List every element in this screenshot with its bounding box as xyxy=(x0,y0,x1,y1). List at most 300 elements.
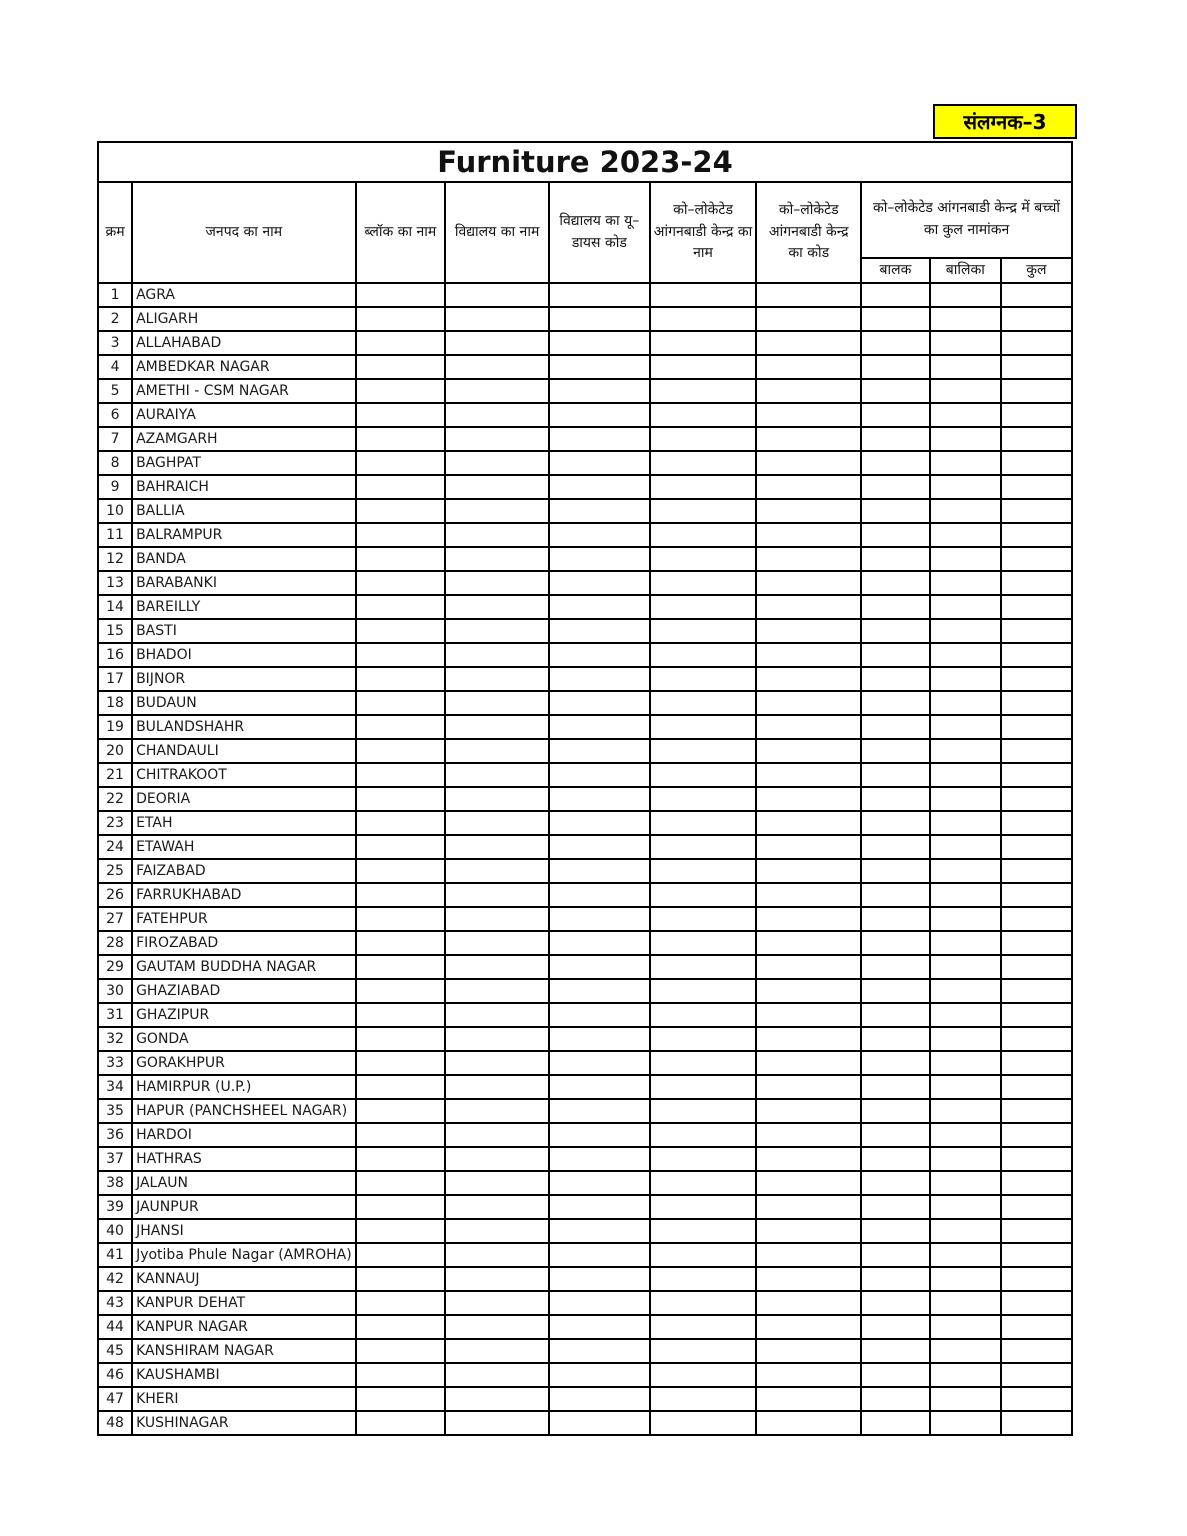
cell-serial: 20 xyxy=(98,739,132,763)
cell-serial: 26 xyxy=(98,883,132,907)
cell-anganwadi-name xyxy=(650,427,757,451)
cell-serial: 45 xyxy=(98,1339,132,1363)
cell-girls xyxy=(930,1243,1001,1267)
cell-block xyxy=(356,595,446,619)
cell-district-name: KAUSHAMBI xyxy=(132,1363,356,1387)
cell-school-name xyxy=(445,1195,549,1219)
cell-block xyxy=(356,523,446,547)
cell-girls xyxy=(930,643,1001,667)
cell-block xyxy=(356,547,446,571)
cell-total xyxy=(1001,571,1072,595)
cell-boys xyxy=(861,451,930,475)
cell-total xyxy=(1001,1219,1072,1243)
cell-girls xyxy=(930,763,1001,787)
cell-anganwadi-code xyxy=(756,499,861,523)
cell-anganwadi-name xyxy=(650,403,757,427)
cell-block xyxy=(356,355,446,379)
cell-serial: 1 xyxy=(98,283,132,307)
cell-district-name: AZAMGARH xyxy=(132,427,356,451)
cell-block xyxy=(356,1387,446,1411)
col-header-enrollment-group: को–लोकेटेड आंगनबाडी केन्द्र में बच्चों का कुल नामांकन xyxy=(861,182,1072,258)
cell-anganwadi-name xyxy=(650,283,757,307)
cell-block xyxy=(356,883,446,907)
cell-serial: 2 xyxy=(98,307,132,331)
cell-district-name: GHAZIPUR xyxy=(132,1003,356,1027)
cell-total xyxy=(1001,451,1072,475)
cell-boys xyxy=(861,595,930,619)
cell-girls xyxy=(930,595,1001,619)
cell-udise xyxy=(549,547,650,571)
cell-serial: 6 xyxy=(98,403,132,427)
cell-block xyxy=(356,1099,446,1123)
cell-district-name: KANPUR DEHAT xyxy=(132,1291,356,1315)
cell-anganwadi-code xyxy=(756,427,861,451)
cell-total xyxy=(1001,1195,1072,1219)
cell-girls xyxy=(930,1267,1001,1291)
cell-anganwadi-name xyxy=(650,1123,757,1147)
cell-total xyxy=(1001,1315,1072,1339)
cell-block xyxy=(356,811,446,835)
cell-serial: 8 xyxy=(98,451,132,475)
cell-anganwadi-code xyxy=(756,787,861,811)
cell-district-name: ALLAHABAD xyxy=(132,331,356,355)
cell-block xyxy=(356,667,446,691)
cell-total xyxy=(1001,1027,1072,1051)
table-row xyxy=(98,1171,1072,1195)
cell-block xyxy=(356,739,446,763)
table-row xyxy=(98,1387,1072,1411)
cell-anganwadi-name xyxy=(650,571,757,595)
table-row xyxy=(98,403,1072,427)
cell-school-name xyxy=(445,547,549,571)
cell-anganwadi-name xyxy=(650,451,757,475)
cell-school-name xyxy=(445,667,549,691)
cell-boys xyxy=(861,1171,930,1195)
cell-udise xyxy=(549,1387,650,1411)
table-row xyxy=(98,1195,1072,1219)
cell-udise xyxy=(549,787,650,811)
cell-district-name: HATHRAS xyxy=(132,1147,356,1171)
cell-girls xyxy=(930,739,1001,763)
cell-boys xyxy=(861,1075,930,1099)
cell-block xyxy=(356,331,446,355)
cell-total xyxy=(1001,691,1072,715)
cell-block xyxy=(356,1315,446,1339)
col-header-boys: बालक xyxy=(861,258,930,283)
cell-serial: 22 xyxy=(98,787,132,811)
cell-udise xyxy=(549,1147,650,1171)
cell-anganwadi-name xyxy=(650,1171,757,1195)
col-header-girls: बालिका xyxy=(930,258,1001,283)
cell-boys xyxy=(861,715,930,739)
cell-serial: 4 xyxy=(98,355,132,379)
cell-anganwadi-code xyxy=(756,715,861,739)
cell-block xyxy=(356,403,446,427)
table-row xyxy=(98,763,1072,787)
cell-anganwadi-code xyxy=(756,1219,861,1243)
cell-boys xyxy=(861,283,930,307)
cell-total xyxy=(1001,379,1072,403)
cell-total xyxy=(1001,1171,1072,1195)
cell-anganwadi-code xyxy=(756,1243,861,1267)
cell-udise xyxy=(549,739,650,763)
cell-district-name: JAUNPUR xyxy=(132,1195,356,1219)
cell-total xyxy=(1001,1339,1072,1363)
cell-total xyxy=(1001,523,1072,547)
table-row xyxy=(98,1411,1072,1435)
cell-udise xyxy=(549,1267,650,1291)
cell-serial: 36 xyxy=(98,1123,132,1147)
cell-total xyxy=(1001,1291,1072,1315)
cell-block xyxy=(356,1363,446,1387)
cell-school-name xyxy=(445,1075,549,1099)
cell-anganwadi-name xyxy=(650,1099,757,1123)
cell-school-name xyxy=(445,1123,549,1147)
cell-school-name xyxy=(445,355,549,379)
cell-school-name xyxy=(445,1099,549,1123)
table-header xyxy=(98,142,1072,283)
table-row xyxy=(98,1051,1072,1075)
table-row xyxy=(98,1267,1072,1291)
table-row xyxy=(98,1099,1072,1123)
table-row xyxy=(98,715,1072,739)
cell-total xyxy=(1001,979,1072,1003)
cell-block xyxy=(356,451,446,475)
cell-total xyxy=(1001,835,1072,859)
cell-serial: 35 xyxy=(98,1099,132,1123)
cell-udise xyxy=(549,619,650,643)
title-row xyxy=(98,142,1072,182)
cell-girls xyxy=(930,619,1001,643)
cell-district-name: HAPUR (PANCHSHEEL NAGAR) xyxy=(132,1099,356,1123)
cell-school-name xyxy=(445,379,549,403)
cell-serial: 29 xyxy=(98,955,132,979)
cell-district-name: KANSHIRAM NAGAR xyxy=(132,1339,356,1363)
cell-girls xyxy=(930,691,1001,715)
cell-school-name xyxy=(445,475,549,499)
cell-anganwadi-code xyxy=(756,1051,861,1075)
cell-anganwadi-code xyxy=(756,1267,861,1291)
cell-serial: 5 xyxy=(98,379,132,403)
cell-girls xyxy=(930,955,1001,979)
cell-boys xyxy=(861,763,930,787)
cell-school-name xyxy=(445,979,549,1003)
cell-serial: 23 xyxy=(98,811,132,835)
cell-boys xyxy=(861,523,930,547)
cell-girls xyxy=(930,1147,1001,1171)
cell-school-name xyxy=(445,307,549,331)
cell-school-name xyxy=(445,1051,549,1075)
table-row xyxy=(98,451,1072,475)
cell-serial: 25 xyxy=(98,859,132,883)
cell-district-name: Jyotiba Phule Nagar (AMROHA) xyxy=(132,1243,356,1267)
cell-total xyxy=(1001,1267,1072,1291)
table-row xyxy=(98,835,1072,859)
table-row xyxy=(98,427,1072,451)
table-row xyxy=(98,1243,1072,1267)
cell-district-name: BAHRAICH xyxy=(132,475,356,499)
cell-serial: 38 xyxy=(98,1171,132,1195)
cell-anganwadi-code xyxy=(756,1291,861,1315)
cell-serial: 18 xyxy=(98,691,132,715)
cell-anganwadi-name xyxy=(650,1387,757,1411)
cell-boys xyxy=(861,643,930,667)
cell-anganwadi-code xyxy=(756,1411,861,1435)
cell-district-name: JALAUN xyxy=(132,1171,356,1195)
cell-udise xyxy=(549,1315,650,1339)
cell-girls xyxy=(930,427,1001,451)
cell-anganwadi-name xyxy=(650,619,757,643)
cell-girls xyxy=(930,859,1001,883)
cell-serial: 12 xyxy=(98,547,132,571)
cell-girls xyxy=(930,1003,1001,1027)
cell-boys xyxy=(861,1339,930,1363)
cell-udise xyxy=(549,931,650,955)
cell-total xyxy=(1001,1075,1072,1099)
cell-serial: 46 xyxy=(98,1363,132,1387)
cell-anganwadi-code xyxy=(756,763,861,787)
cell-anganwadi-name xyxy=(650,1315,757,1339)
cell-girls xyxy=(930,715,1001,739)
cell-total xyxy=(1001,739,1072,763)
cell-anganwadi-code xyxy=(756,835,861,859)
col-header-total: कुल xyxy=(1001,258,1072,283)
table-row xyxy=(98,283,1072,307)
cell-anganwadi-code xyxy=(756,1387,861,1411)
cell-udise xyxy=(549,1123,650,1147)
cell-anganwadi-code xyxy=(756,403,861,427)
cell-district-name: JHANSI xyxy=(132,1219,356,1243)
cell-udise xyxy=(549,307,650,331)
cell-anganwadi-name xyxy=(650,595,757,619)
cell-district-name: BALLIA xyxy=(132,499,356,523)
cell-school-name xyxy=(445,1339,549,1363)
cell-udise xyxy=(549,523,650,547)
cell-udise xyxy=(549,1339,650,1363)
cell-anganwadi-name xyxy=(650,955,757,979)
cell-udise xyxy=(549,1243,650,1267)
cell-anganwadi-code xyxy=(756,1099,861,1123)
cell-block xyxy=(356,1339,446,1363)
cell-serial: 13 xyxy=(98,571,132,595)
cell-school-name xyxy=(445,619,549,643)
cell-anganwadi-name xyxy=(650,691,757,715)
cell-anganwadi-name xyxy=(650,835,757,859)
cell-anganwadi-code xyxy=(756,283,861,307)
cell-udise xyxy=(549,571,650,595)
cell-serial: 43 xyxy=(98,1291,132,1315)
cell-udise xyxy=(549,331,650,355)
cell-total xyxy=(1001,307,1072,331)
cell-anganwadi-code xyxy=(756,691,861,715)
cell-serial: 32 xyxy=(98,1027,132,1051)
cell-district-name: CHANDAULI xyxy=(132,739,356,763)
cell-district-name: FATEHPUR xyxy=(132,907,356,931)
cell-boys xyxy=(861,859,930,883)
cell-district-name: FIROZABAD xyxy=(132,931,356,955)
cell-anganwadi-code xyxy=(756,571,861,595)
cell-udise xyxy=(549,1195,650,1219)
table-row xyxy=(98,643,1072,667)
cell-girls xyxy=(930,379,1001,403)
cell-total xyxy=(1001,1363,1072,1387)
cell-anganwadi-name xyxy=(650,499,757,523)
cell-district-name: BAGHPAT xyxy=(132,451,356,475)
cell-anganwadi-code xyxy=(756,643,861,667)
cell-boys xyxy=(861,1315,930,1339)
cell-anganwadi-name xyxy=(650,715,757,739)
cell-girls xyxy=(930,1123,1001,1147)
cell-boys xyxy=(861,1387,930,1411)
cell-udise xyxy=(549,691,650,715)
cell-school-name xyxy=(445,1267,549,1291)
cell-girls xyxy=(930,523,1001,547)
cell-udise xyxy=(549,643,650,667)
cell-anganwadi-code xyxy=(756,619,861,643)
cell-anganwadi-code xyxy=(756,811,861,835)
cell-boys xyxy=(861,1003,930,1027)
cell-block xyxy=(356,1171,446,1195)
cell-anganwadi-name xyxy=(650,331,757,355)
cell-girls xyxy=(930,667,1001,691)
cell-district-name: BARABANKI xyxy=(132,571,356,595)
cell-total xyxy=(1001,1387,1072,1411)
cell-anganwadi-name xyxy=(650,859,757,883)
cell-udise xyxy=(549,883,650,907)
table-row xyxy=(98,379,1072,403)
cell-total xyxy=(1001,907,1072,931)
cell-boys xyxy=(861,499,930,523)
cell-girls xyxy=(930,451,1001,475)
cell-block xyxy=(356,1051,446,1075)
cell-total xyxy=(1001,1147,1072,1171)
cell-boys xyxy=(861,691,930,715)
cell-total xyxy=(1001,1123,1072,1147)
cell-anganwadi-code xyxy=(756,1123,861,1147)
cell-district-name: AMBEDKAR NAGAR xyxy=(132,355,356,379)
cell-district-name: BAREILLY xyxy=(132,595,356,619)
cell-boys xyxy=(861,403,930,427)
cell-girls xyxy=(930,811,1001,835)
table-row xyxy=(98,1123,1072,1147)
cell-udise xyxy=(549,667,650,691)
cell-serial: 41 xyxy=(98,1243,132,1267)
cell-block xyxy=(356,1003,446,1027)
cell-school-name xyxy=(445,931,549,955)
cell-block xyxy=(356,955,446,979)
district-rows xyxy=(98,283,1072,1435)
cell-udise xyxy=(549,1291,650,1315)
cell-school-name xyxy=(445,883,549,907)
table-row xyxy=(98,571,1072,595)
cell-udise xyxy=(549,1411,650,1435)
cell-boys xyxy=(861,1123,930,1147)
cell-anganwadi-name xyxy=(650,931,757,955)
cell-school-name xyxy=(445,835,549,859)
cell-udise xyxy=(549,355,650,379)
cell-block xyxy=(356,283,446,307)
cell-anganwadi-code xyxy=(756,451,861,475)
cell-anganwadi-name xyxy=(650,547,757,571)
cell-boys xyxy=(861,379,930,403)
cell-school-name xyxy=(445,1315,549,1339)
col-header-anganwadi-code: को–लोकेटेड आंगनबाडी केन्द्र का कोड xyxy=(756,182,861,283)
cell-anganwadi-code xyxy=(756,475,861,499)
table-row xyxy=(98,547,1072,571)
cell-school-name xyxy=(445,763,549,787)
cell-girls xyxy=(930,1075,1001,1099)
table-row xyxy=(98,307,1072,331)
table-row xyxy=(98,1315,1072,1339)
cell-girls xyxy=(930,883,1001,907)
cell-udise xyxy=(549,715,650,739)
cell-boys xyxy=(861,931,930,955)
table-row xyxy=(98,907,1072,931)
cell-anganwadi-code xyxy=(756,739,861,763)
cell-boys xyxy=(861,1099,930,1123)
cell-total xyxy=(1001,787,1072,811)
cell-anganwadi-name xyxy=(650,1339,757,1363)
cell-total xyxy=(1001,643,1072,667)
cell-anganwadi-name xyxy=(650,979,757,1003)
cell-udise xyxy=(549,811,650,835)
cell-boys xyxy=(861,667,930,691)
cell-school-name xyxy=(445,595,549,619)
cell-boys xyxy=(861,475,930,499)
cell-boys xyxy=(861,955,930,979)
table-row xyxy=(98,331,1072,355)
cell-anganwadi-name xyxy=(650,1195,757,1219)
cell-serial: 16 xyxy=(98,643,132,667)
table-row xyxy=(98,1219,1072,1243)
cell-girls xyxy=(930,307,1001,331)
cell-boys xyxy=(861,1267,930,1291)
cell-anganwadi-code xyxy=(756,595,861,619)
cell-boys xyxy=(861,979,930,1003)
cell-district-name: FARRUKHABAD xyxy=(132,883,356,907)
cell-block xyxy=(356,1267,446,1291)
cell-anganwadi-code xyxy=(756,979,861,1003)
cell-block xyxy=(356,763,446,787)
cell-block xyxy=(356,643,446,667)
cell-girls xyxy=(930,571,1001,595)
cell-school-name xyxy=(445,331,549,355)
cell-serial: 21 xyxy=(98,763,132,787)
cell-boys xyxy=(861,1027,930,1051)
table-row xyxy=(98,619,1072,643)
cell-boys xyxy=(861,427,930,451)
table-row xyxy=(98,739,1072,763)
cell-school-name xyxy=(445,1003,549,1027)
cell-anganwadi-name xyxy=(650,883,757,907)
cell-district-name: AGRA xyxy=(132,283,356,307)
cell-block xyxy=(356,427,446,451)
cell-district-name: BALRAMPUR xyxy=(132,523,356,547)
cell-serial: 42 xyxy=(98,1267,132,1291)
cell-school-name xyxy=(445,955,549,979)
cell-total xyxy=(1001,1051,1072,1075)
cell-anganwadi-name xyxy=(650,475,757,499)
cell-boys xyxy=(861,883,930,907)
cell-total xyxy=(1001,619,1072,643)
cell-block xyxy=(356,835,446,859)
cell-serial: 27 xyxy=(98,907,132,931)
cell-district-name: BIJNOR xyxy=(132,667,356,691)
cell-serial: 30 xyxy=(98,979,132,1003)
cell-girls xyxy=(930,1291,1001,1315)
cell-district-name: KANPUR NAGAR xyxy=(132,1315,356,1339)
cell-udise xyxy=(549,1003,650,1027)
